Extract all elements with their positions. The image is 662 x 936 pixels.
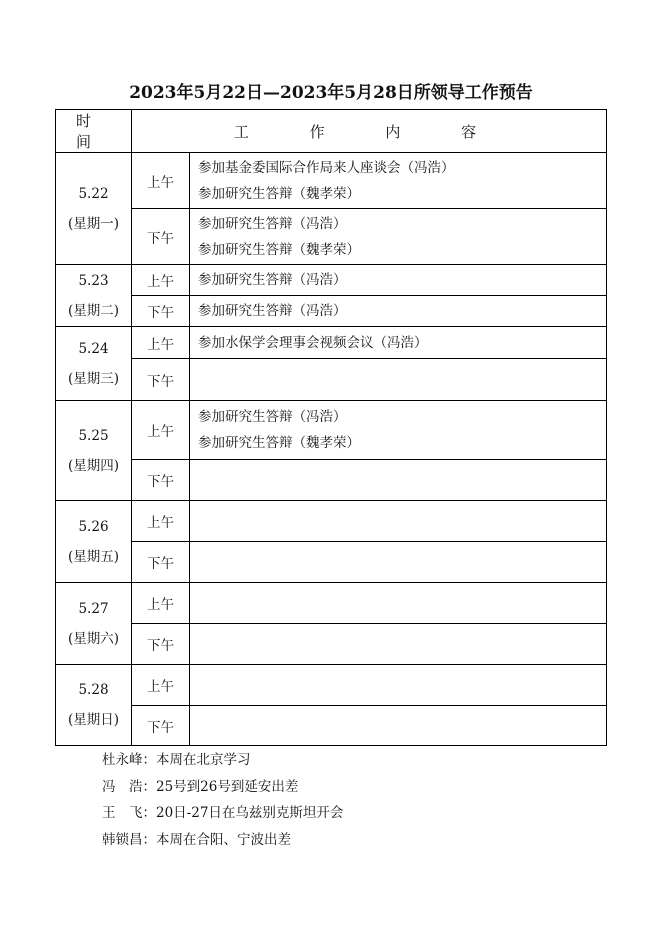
table-row [56, 624, 607, 665]
table-row [56, 542, 607, 583]
day-weekday: (星期六) [67, 630, 120, 647]
day-date: 5.25 [78, 427, 109, 444]
work-item: 参加研究生答辩（冯浩） [198, 303, 347, 319]
period-label: 上午 [132, 265, 190, 296]
day-cell [56, 665, 132, 746]
period-label: 上午 [132, 665, 190, 706]
period-label: 上午 [132, 501, 190, 542]
work-content [190, 296, 607, 327]
day-weekday: (星期四) [67, 457, 120, 474]
day-date: 5.23 [78, 272, 109, 289]
table-row [56, 153, 607, 209]
table-row [56, 460, 607, 501]
period-label: 下午 [132, 296, 190, 327]
day-date: 5.27 [78, 600, 109, 617]
document-title: 2023年5月22日—2023年5月28日所领导工作预告 [129, 83, 533, 103]
day-weekday: (星期一) [67, 215, 120, 232]
table-row [56, 209, 607, 265]
schedule-table [55, 109, 607, 746]
period-label: 上午 [132, 401, 190, 460]
note-item: 王 飞：20日-27日在乌兹别克斯坦开会 [102, 805, 344, 821]
note-item: 冯 浩：25号到26号到延安出差 [102, 778, 299, 795]
table-row [56, 359, 607, 401]
work-content [190, 665, 607, 706]
work-content [190, 542, 607, 583]
header-time: 时 间 [56, 110, 132, 153]
note-item: 杜永峰：本周在北京学习 [102, 752, 251, 768]
day-weekday: (星期日) [67, 712, 120, 728]
day-date: 5.28 [78, 682, 109, 698]
day-weekday: (星期二) [67, 302, 120, 319]
work-content [190, 153, 607, 209]
period-label: 下午 [132, 460, 190, 501]
day-date: 5.26 [78, 518, 109, 535]
notes-list [102, 747, 343, 853]
work-content [190, 706, 607, 746]
table-row [56, 665, 607, 706]
work-content [190, 359, 607, 401]
day-date: 5.22 [78, 185, 109, 202]
table-row [56, 706, 607, 746]
work-item: 参加研究生答辩（冯浩） [198, 215, 347, 232]
work-content [190, 265, 607, 296]
period-label: 下午 [132, 624, 190, 665]
work-content [190, 583, 607, 624]
work-content [190, 401, 607, 460]
work-item: 参加研究生答辩（魏孝荣） [198, 185, 360, 202]
period-label: 上午 [132, 153, 190, 209]
note-item: 韩锁昌：本周在合阳、宁波出差 [102, 831, 291, 848]
period-label: 下午 [132, 542, 190, 583]
period-label: 下午 [132, 209, 190, 265]
work-content [190, 327, 607, 359]
day-weekday: (星期三) [67, 370, 120, 387]
period-label: 上午 [132, 327, 190, 359]
header-content: 工 作 内 容 [132, 110, 607, 153]
table-row [56, 401, 607, 460]
work-item: 参加水保学会理事会视频会议（冯浩） [198, 334, 428, 351]
table-row [56, 296, 607, 327]
work-content [190, 501, 607, 542]
work-content [190, 460, 607, 501]
table-row [56, 583, 607, 624]
period-label: 上午 [132, 583, 190, 624]
day-cell [56, 153, 132, 265]
table-row [56, 327, 607, 359]
work-item: 参加研究生答辩（冯浩） [198, 409, 347, 425]
table-row [56, 501, 607, 542]
day-date: 5.24 [78, 340, 109, 357]
table-row [56, 265, 607, 296]
period-label: 下午 [132, 706, 190, 746]
day-cell [56, 265, 132, 327]
work-item: 参加研究生答辩（魏孝荣） [198, 241, 360, 258]
day-cell [56, 327, 132, 401]
work-content [190, 209, 607, 265]
day-cell [56, 583, 132, 665]
work-item: 参加研究生答辩（魏孝荣） [198, 435, 360, 451]
day-weekday: (星期五) [67, 548, 120, 565]
table-header [56, 110, 607, 153]
period-label: 下午 [132, 359, 190, 401]
work-item: 参加研究生答辩（冯浩） [198, 272, 347, 288]
day-cell [56, 401, 132, 501]
work-content [190, 624, 607, 665]
day-cell [56, 501, 132, 583]
work-item: 参加基金委国际合作局来人座谈会（冯浩） [198, 159, 455, 176]
